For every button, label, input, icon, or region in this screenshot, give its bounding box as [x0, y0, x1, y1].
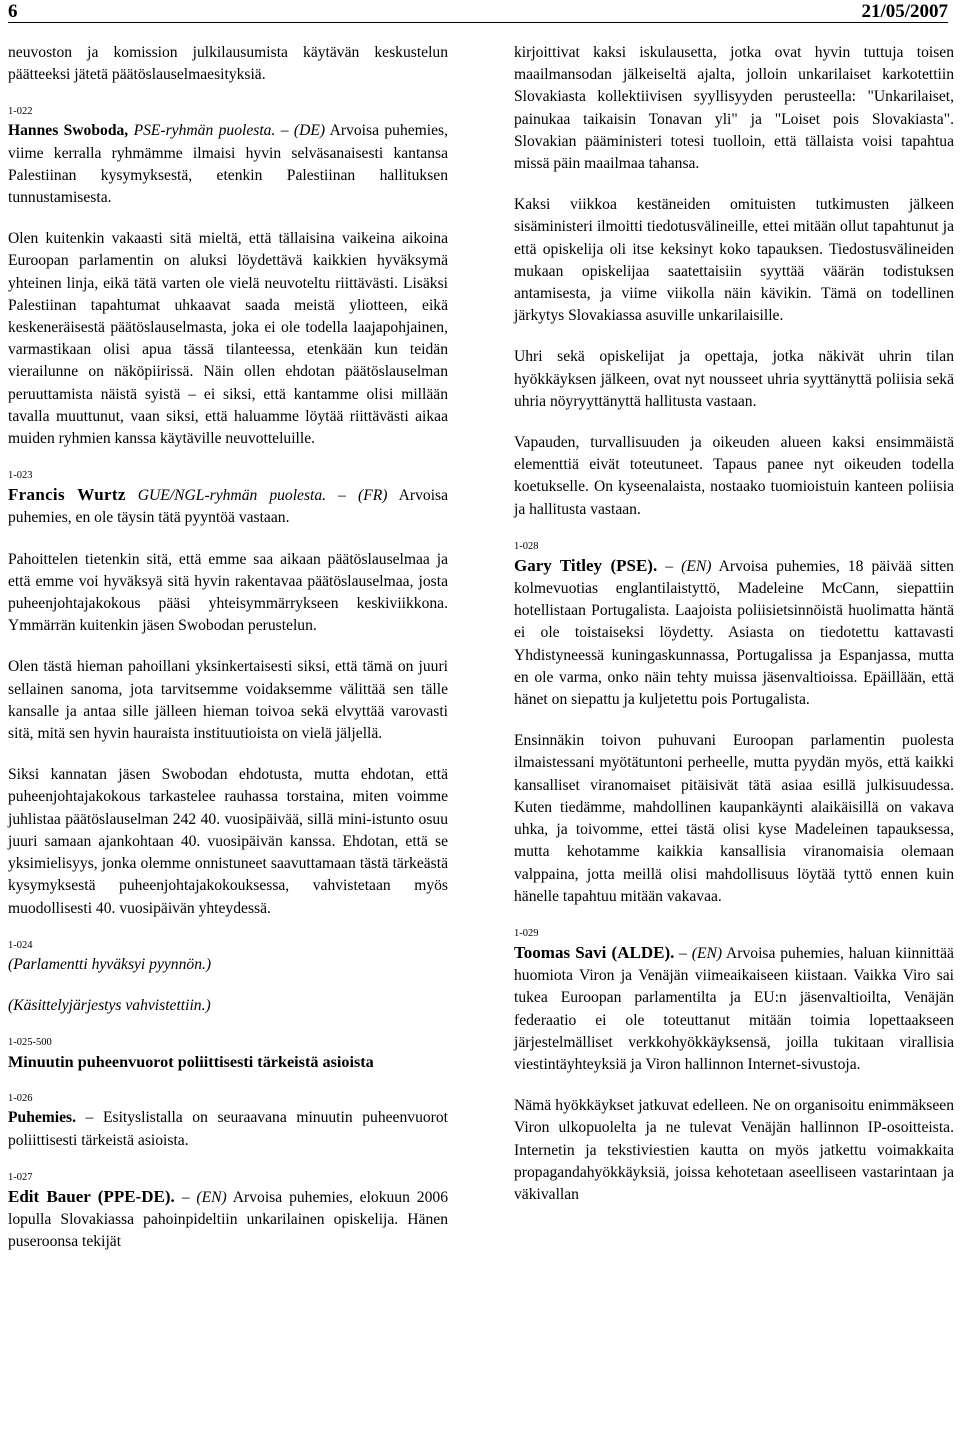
paragraph-intro: neuvoston ja komission julkilausumista käytävän keskustelun päätteeksi jätetä päätöslauselmaesityksiä.	[8, 44, 448, 84]
item-number: 1-023	[8, 470, 33, 482]
item-number: 1-029	[514, 927, 539, 939]
speech-text: Arvoisa puhemies, haluan kiinnittää huomiota Viron ja Venäjän viimeaikaiseen kiistaan. Vaikka Viro sai tukea Euroopan parlamentilta ja EU:n jäsenvaltioilta, Venäjän federaatio ei ole toteuttanut mitään toimia lopettaakseen järjestelmälliset verkkohyökkäyksensä, joilla tukitaan virallisia viestintäyhteyksiä ja Viron hallinnon Internet-sivustoja.	[514, 944, 954, 1073]
language-code: (EN)	[691, 944, 723, 962]
language-code: (DE)	[293, 122, 326, 140]
speech-text: Esityslistalla on seuraavana minuutin puheenvuorot poliittisesti tärkeistä asioista.	[8, 1109, 448, 1149]
speaker-name: Gary Titley (PSE).	[514, 555, 658, 575]
dash: –	[85, 1109, 94, 1127]
dash: –	[181, 1188, 190, 1206]
item-number: 1-026	[8, 1093, 33, 1105]
page-date: 21/05/2007	[861, 1, 948, 22]
speaker-name: Toomas Savi (ALDE).	[514, 942, 675, 962]
speech-text: Arvoisa puhemies, viime kerralla ryhmämme ilmaisi hyvin selväsanaisesti kantansa Palestiinan kysymyksestä, etenkin Palestiinan hallituksen tunnustamisesta.	[8, 122, 449, 207]
speech-text: Arvoisa puhemies, en ole täysin tätä pyyntöä vastaan.	[8, 487, 449, 527]
right-column	[514, 42, 954, 1206]
speech-swoboda	[8, 120, 448, 209]
page-number: 6	[8, 1, 18, 22]
paragraph-bauer-5: Vapauden, turvallisuuden ja oikeuden alueen kaksi ensimmäistä elementtiä eivät toteutuneet. Tapaus panee nyt oikeuden todella koetukselle. On kyseenalaista, nostaako tuomioistuin kanteen poliisia ja hallitusta vastaan.	[514, 434, 954, 518]
dash: –	[679, 944, 687, 962]
item-number: 1-024	[8, 939, 33, 951]
procedural-note: (Käsittelyjärjestys vahvistettiin.)	[8, 996, 211, 1014]
page-header	[8, 0, 948, 23]
speaker-group: PSE-ryhmän puolesta.	[133, 122, 276, 140]
speaker-name: Puhemies.	[8, 1109, 77, 1127]
speaker-group: GUE/NGL-ryhmän puolesta.	[137, 487, 327, 505]
procedural-note: (Parlamentti hyväksyi pyynnön.)	[8, 955, 212, 973]
dash: –	[665, 557, 674, 575]
speech-puhemies	[8, 1107, 448, 1151]
language-code: (EN)	[196, 1188, 227, 1206]
item-number: 1-025-500	[8, 1037, 52, 1049]
speech-titley	[514, 555, 954, 711]
left-column	[8, 42, 448, 1253]
paragraph-swoboda-2: Olen kuitenkin vakaasti sitä mieltä, että tällaisina vaikeina aikoina Euroopan parlamentin on aluksi löydettävä kaikkien hyväksymä yhteinen linja, eikä tätä varten ole vielä neuvoteltu riittävästi. Lisäksi Palestiinan tapahtumat uhkaavat saada meistä yliotteen, eikä keskeneräisestä päätöslauselmasta, joka ei ole todella laajapohjainen, varmastikaan olisi apua tässä tilanteessa, etenkään kun teidän vierailunne on näköpiirissä. Näin ollen ehdotan päätöslauselman peruuttamista näistä syistä – ei siksi, että kantamme olisi millään tavalla muuttunut, vaan siksi, että haluamme löytää riittävästi aikaa muiden ryhmien kanssa käytäville neuvotteluille.	[8, 230, 448, 448]
paragraph-bauer-4: Uhri sekä opiskelijat ja opettaja, jotka näkivät uhrin tilan hyökkäyksen jälkeen, ovat nyt nousseet uhria syyttänyttä poliisia sekä uhria nöyryyttänyttä hallitusta vastaan.	[514, 348, 954, 410]
paragraph-wurtz-3: Olen tästä hieman pahoillani yksinkertaisesti siksi, että tämä on juuri sellainen sanoma, jota tarvitsemme voidaksemme välittää sen tälle kansalle ja antaa sille jälleen hieman toivoa sekä elvyttää varovasti sitä, mitä sen hyvin hauraista instituutioista on vielä jäljellä.	[8, 658, 448, 743]
speech-text: Arvoisa puhemies, 18 päivää sitten kolmevuotias englantilaistyttö, Madeleine McCann, siepattiin hotellistaan Portugalista. Laajoista poliisietsinnöistä huolimatta häntä ei ole toistaiseksi löydetty. Asiasta on tiedotettu kattavasti Yhdistyneessä kuningaskunnassa, Portugalissa ja Espanjassa, mutta en ole varma, onko näin tehty muissa jäsenvaltioissa. Epäillään, että hänet on siepattu ja kuljetettu pois Portugalista.	[514, 557, 954, 709]
paragraph-bauer-3: Kaksi viikkoa kestäneiden omituisten tutkimusten jälkeen sisäministeri ilmoitti tiedotusvälineille, ettei mitään ollut tapahtunut ja että opiskelija oli itse keksinyt koko tapauksen. Tiedostusvälineiden mukaan opiskelijaa saatettaisiin syyttää väärän todistuksen antamisesta, ja viime viikolla näin kävikin. Tämä on todellinen järkytys Slovakiassa asuville unkarilaisille.	[514, 196, 954, 325]
language-code: (EN)	[681, 557, 712, 575]
speaker-name: Francis Wurtz	[8, 485, 126, 505]
speech-wurtz	[8, 484, 448, 529]
dash: –	[280, 122, 289, 140]
speech-savi	[514, 942, 954, 1076]
item-number: 1-028	[514, 540, 539, 552]
section-heading: Minuutin puheenvuorot poliittisesti tärkeistä asioista	[8, 1053, 374, 1072]
speaker-name: Edit Bauer (PPE-DE).	[8, 1186, 175, 1206]
item-number: 1-022	[8, 106, 33, 118]
paragraph-wurtz-2: Pahoittelen tietenkin sitä, että emme saa aikaan päätöslauselmaa ja että emme voi hyväksyä sitä hyvin rakentavaa päätöslauselmaa, josta puheenjohtajakokous pääsi yhteisymmärrykseen keskiviikkona. Ymmärrän kuitenkin jäsen Swobodan perustelun.	[8, 550, 448, 635]
dash: –	[338, 487, 346, 505]
paragraph-wurtz-4: Siksi kannatan jäsen Swobodan ehdotusta, mutta ehdotan, että puheenjohtajakokous tarkastelee rauhassa torstaina, miten voimme juhlistaa päätöslauselman 242 40. vuosipäivää, sillä mini-istunto osuu juuri samaan ajankohtaan 40. vuosipäivän kanssa. Ehdotan, että se yksimielisyys, jonka olemme onnistuneet saavuttamaan tästä tärkeästä kysymyksestä puheenjohtajakokouksessa, vahvistetaan myös muodollisesti 40. vuosipäivän yhteydessä.	[8, 766, 448, 917]
item-number: 1-027	[8, 1171, 33, 1183]
speaker-name: Hannes Swoboda,	[8, 122, 129, 140]
paragraph-bauer-2: kirjoittivat kaksi iskulausetta, jotka ovat hyvin tuttuja toisen maailmansodan jälkeiseltä ajalta, jolloin unkarilaiset karkotettiin Slovakiasta kollektiivisen syyllisyyden perusteella: "Unkarilaiset, painukaa taikaisin Tonavan yli" ja "Loiset pois Slovakiasta". Slovakian pääministeri totesi tuolloin, että tällaista voisi tapahtua missä päin maailmaa tahansa.	[514, 44, 954, 173]
speech-text: Arvoisa puhemies, elokuun 2006 lopulla Slovakiassa pahoinpideltiin unkarilainen opiskelija. Hänen puseroonsa tekijät	[8, 1188, 448, 1251]
language-code: (FR)	[358, 487, 388, 505]
paragraph-titley-2: Ensinnäkin toivon puhuvani Euroopan parlamentin puolesta ilmaistessani myötätuntoni perheelle, mutta pyydän myös, että kaikki kansalliset viranomaiset pitäisivät tätä asiaa esillä julkisuudessa. Kuten tiedämme, mahdollinen kaupankäynti alaikäisillä on vakava uhka, ja toivomme, ettei tästä olisi kyse Madeleinen tapauksessa, mutta kehotamme kaikkia kansallisia viranomaisia olemaan valppaina, jotta meillä olisi mahdollisuus löytää tyttö ennen kuin hänelle tapahtuu mitään vakavaa.	[514, 732, 954, 905]
speech-bauer	[8, 1186, 448, 1254]
paragraph-savi-2: Nämä hyökkäykset jatkuvat edelleen. Ne on organisoitu enimmäkseen Viron ulkopuolelta ja ne tulevat Venäjän hallinnon IP-osoitteista. Internetin ja tekstiviestien kautta on myös jatkettu voimakkaita propagandahyökkäyksiä, joissa kehotetaan aseelliseen vastarintaan ja väkivallan	[514, 1097, 954, 1203]
